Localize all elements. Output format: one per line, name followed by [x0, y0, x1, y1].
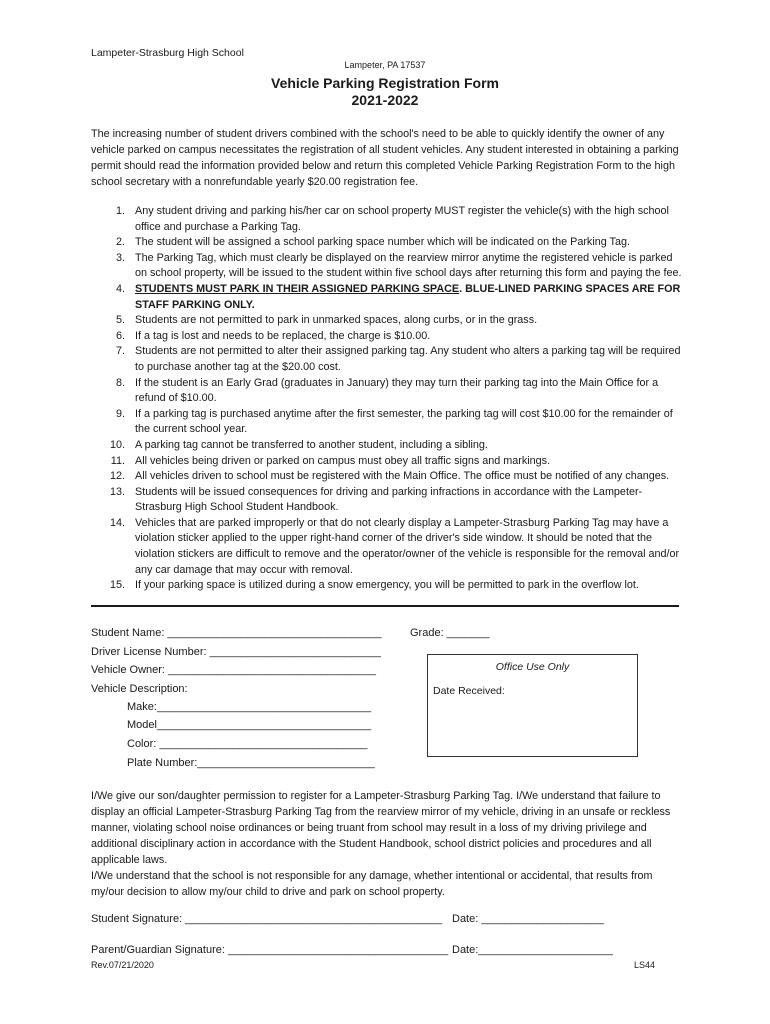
office-use-title: Office Use Only	[495, 661, 570, 673]
rule-number: 10.	[109, 438, 125, 451]
plate-number-field[interactable]: Plate Number:_____________________________	[127, 757, 375, 769]
rule-item	[91, 204, 683, 235]
rule-number: 13.	[109, 485, 125, 498]
rule-item	[91, 469, 683, 485]
rule-number: 15.	[109, 579, 125, 592]
date-received-label: Date Received:	[433, 685, 505, 697]
rule-text: All vehicles being driven or parked on campus must obey all traffic signs and markings.	[135, 454, 551, 467]
form-title	[0, 75, 770, 109]
make-field[interactable]: Make:___________________________________	[127, 701, 372, 713]
consent-paragraph	[91, 788, 683, 900]
rule-number: 4.	[115, 282, 125, 295]
model-field[interactable]: Model___________________________________	[127, 719, 372, 731]
rules-list	[91, 204, 683, 594]
rule-item	[91, 407, 683, 438]
intro-paragraph: The increasing number of student drivers combined with the school's need to be able to quickly identify the owner of any vehicle parked on campus necessitates the registration of all student vehicles. Any student interested in obtaining a parking permit should read the information provided below and return this completed Vehicle Parking Registration Form to the high school secretary with a nonrefundable yearly $20.00 registration fee.	[91, 128, 679, 188]
consent-text: I/We give our son/daughter permission to register for a Lampeter-Strasburg Parking Tag. I/We understand that failure to display an official Lampeter-Strasburg Parking Tag from the rearview mirror of my vehicle, driving in an unsafe or reckless manner, violating school noise ordinances or being truant from school may result in a loss of my driving privilege and additional disciplinary action in accordance with the Student Handbook, school district policies and procedures and all applicable laws.	[91, 790, 671, 866]
rule-number: 12.	[109, 470, 125, 483]
student-name-field[interactable]: Student Name: ___________________________________	[91, 627, 382, 639]
rule-text: If the student is an Early Grad (graduates in January) they may turn their parking tag into the Main Office for a refund of $10.00.	[135, 376, 659, 405]
form-title-text: Vehicle Parking Registration Form	[271, 75, 499, 91]
rule-number: 9.	[115, 407, 125, 420]
rule-text-bold: . BLUE-LINED PARKING SPACES ARE FOR STAFF PARKING ONLY.	[135, 282, 681, 311]
office-use-box	[427, 654, 638, 757]
rule-text: If your parking space is utilized during a snow emergency, you will be permitted to park in the overflow lot.	[135, 579, 639, 592]
color-field[interactable]: Color: __________________________________	[127, 738, 368, 750]
rule-text: Students are not permitted to alter their assigned parking tag. Any student who alters a parking tag will be required to purchase another tag at the $20.00 cost.	[135, 345, 681, 373]
rule-number: 8.	[115, 376, 125, 389]
rule-number: 6.	[115, 329, 125, 342]
rule-item	[91, 485, 683, 516]
student-signature-field[interactable]: Student Signature: __________________________________________	[91, 913, 443, 925]
driver-license-field[interactable]: Driver License Number: ____________________________	[91, 646, 381, 658]
rule-number: 3.	[115, 251, 125, 264]
rule-text: If a parking tag is purchased anytime after the first semester, the parking tag will cost $10.00 for the remainder of the current school year.	[135, 407, 673, 436]
grade-field[interactable]: Grade: _______	[410, 627, 490, 639]
rule-text-emphasis: STUDENTS MUST PARK IN THEIR ASSIGNED PARKING SPACE	[135, 282, 460, 295]
student-date-field[interactable]: Date: ____________________	[452, 913, 604, 925]
rule-number: 2.	[115, 236, 125, 249]
rule-text: Any student driving and parking his/her car on school property MUST register the vehicle(s) with the high school office and purchase a Parking Tag.	[135, 205, 669, 233]
rule-number: 11.	[110, 454, 125, 467]
rule-text: The student will be assigned a school parking space number which will be indicated on the Parking Tag.	[135, 236, 630, 249]
rule-number: 1.	[115, 205, 125, 217]
rule-item	[91, 454, 683, 470]
parent-signature-field[interactable]: Parent/Guardian Signature: ____________________________________	[91, 944, 449, 956]
revision-date: Rev.07/21/2020	[91, 960, 154, 970]
rule-item	[91, 438, 683, 454]
form-code: LS44	[634, 960, 656, 970]
rule-text: All vehicles driven to school must be registered with the Main Office. The office must be notified of any changes.	[135, 470, 670, 483]
rule-item	[91, 313, 683, 329]
section-divider	[91, 605, 679, 607]
form-year: 2021-2022	[351, 92, 419, 108]
rule-item	[91, 376, 683, 407]
rule-item	[91, 516, 683, 578]
rule-text: If a tag is lost and needs to be replaced, the charge is $10.00.	[135, 329, 431, 342]
rule-text: The Parking Tag, which must clearly be displayed on the rearview mirror anytime the registered vehicle is parked on school property, will be issued to the student within five school days after returning this form and paying the fee.	[135, 251, 682, 280]
rule-item	[91, 578, 683, 594]
rule-text: A parking tag cannot be transferred to another student, including a sibling.	[135, 438, 488, 451]
rule-item	[91, 235, 683, 251]
rule-item	[91, 344, 683, 375]
school-name: Lampeter-Strasburg High School	[91, 47, 244, 59]
rule-text: Vehicles that are parked improperly or that do not clearly display a Lampeter-Strasburg Parking Tag may have a violation sticker applied to the upper right-hand corner of the driver's side window. It should be noted that the violation stickers are difficult to remove and the operator/owner of the vehicle is responsible for the removal and/or any car damage that may occur with removal.	[135, 516, 680, 576]
rule-text: Students are not permitted to park in unmarked spaces, along curbs, or in the grass.	[135, 314, 538, 327]
liability-text: I/We understand that the school is not responsible for any damage, whether intentional or accidental, that results from my/our decision to allow my/our child to drive and park on school property.	[91, 870, 653, 898]
rule-number: 5.	[115, 314, 125, 327]
rule-text: Students will be issued consequences for driving and parking infractions in accordance with the Lampeter-Strasburg High School Student Handbook.	[135, 485, 643, 514]
rule-number: 14.	[109, 516, 125, 529]
vehicle-owner-field[interactable]: Vehicle Owner: __________________________________	[91, 664, 377, 676]
vehicle-description-label: Vehicle Description:	[91, 683, 188, 695]
rule-number: 7.	[115, 345, 125, 358]
rule-item	[91, 329, 683, 345]
parent-date-field[interactable]: Date:______________________	[452, 944, 613, 956]
rule-item	[91, 282, 683, 313]
rule-item	[91, 251, 683, 282]
school-location: Lampeter, PA 17537	[344, 60, 426, 70]
